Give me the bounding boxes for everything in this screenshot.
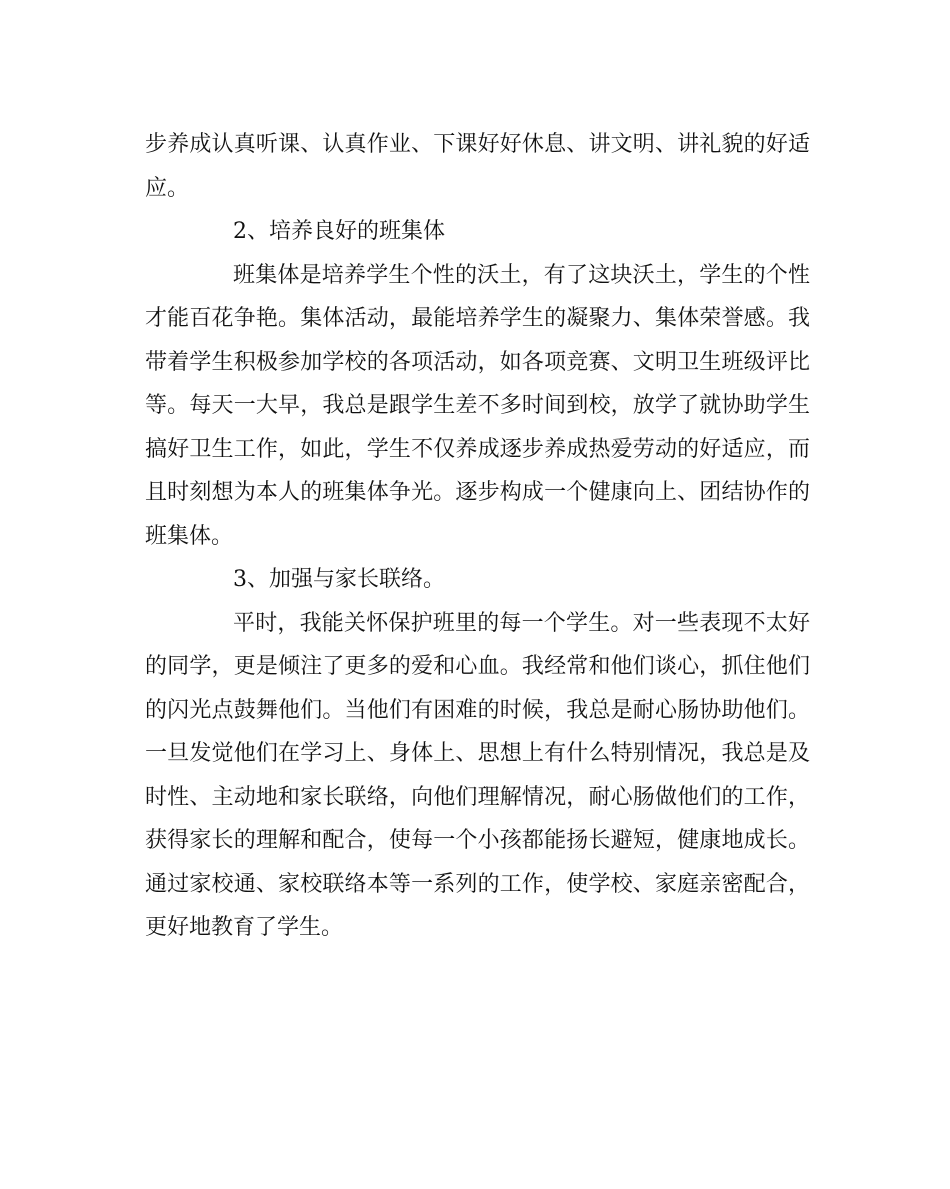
text-line: 应。 [145,175,190,201]
text-line: 班集体。 [145,523,234,549]
text-line: 班集体是培养学生个性的沃土，有了这块沃土，学生的个性 [233,262,810,288]
text-line: 且时刻想为本人的班集体争光。逐步构成一个健康向上、团结协作的 [145,480,810,505]
text-line: 的同学，更是倾注了更多的爱和心血。我经常和他们谈心，抓住他们 [145,654,810,679]
section-heading: 3、加强与家长联络。 [233,567,445,592]
text-line: 时性、主动地和家长联络，向他们理解情况，耐心肠做他们的工作， [145,784,810,810]
text-line: 才能百花争艳。集体活动，最能培养学生的凝聚力、集体荣誉感。我 [145,306,810,331]
text-line: 带着学生积极参加学校的各项活动，如各项竞赛、文明卫生班级评比 [145,349,810,375]
text-line: 获得家长的理解和配合，使每一个小孩都能扬长避短，健康地成长。 [145,828,810,853]
section-heading: 2、培养良好的班集体 [233,219,445,244]
text-line: 的闪光点鼓舞他们。当他们有困难的时候，我总是耐心肠协助他们。 [145,697,810,723]
text-line: 平时，我能关怀保护班里的每一个学生。对一些表现不太好 [233,610,810,636]
text-line: 一旦发觉他们在学习上、身体上、思想上有什么特别情况，我总是及 [145,741,810,766]
text-line: 步养成认真听课、认真作业、下课好好休息、讲文明、讲礼貌的好适 [145,132,810,157]
text-line: 搞好卫生工作，如此，学生不仅养成逐步养成热爱劳动的好适应，而 [145,436,810,462]
text-line: 通过家校通、家校联络本等一系列的工作，使学校、家庭亲密配合， [145,871,810,897]
document-body [145,123,810,950]
text-line: 更好地教育了学生。 [145,915,344,940]
text-line: 等。每天一大早，我总是跟学生差不多时间到校，放学了就协助学生 [145,393,810,418]
